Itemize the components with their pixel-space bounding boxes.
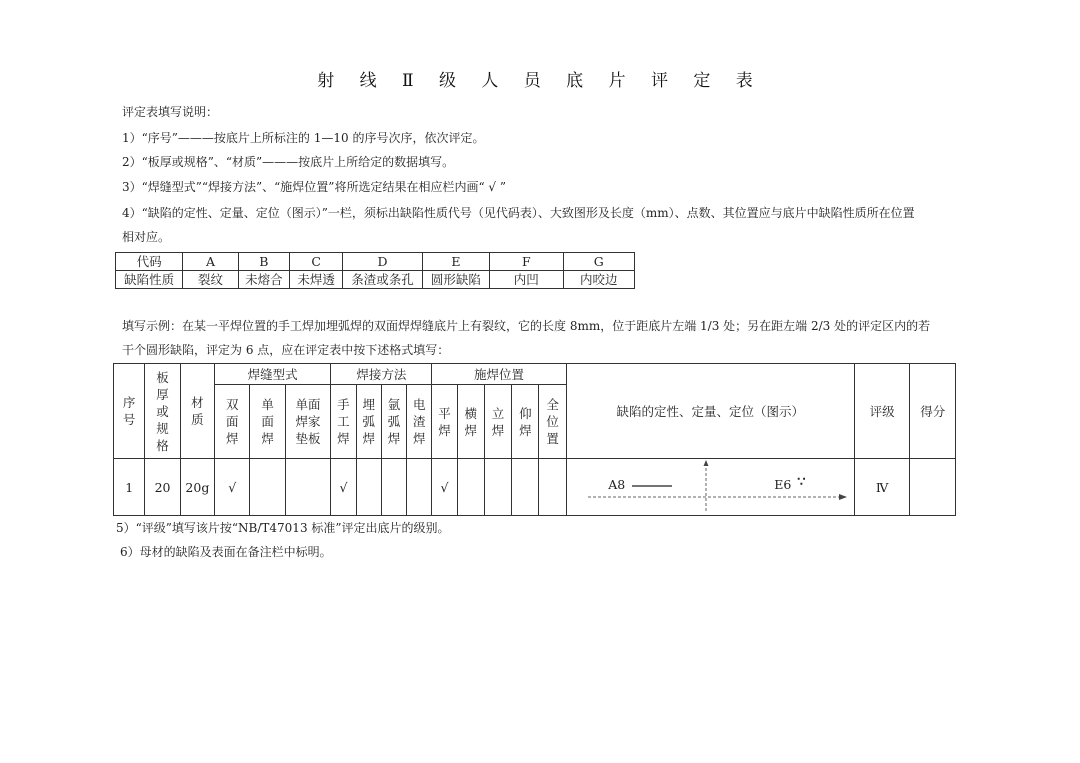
- header-text: 规: [156, 420, 169, 436]
- footer-line-5: 5）“评级”填写该片按“NB/T47013 标准”评定出底片的级别。: [116, 521, 450, 535]
- header-text: 焊: [438, 422, 451, 438]
- header-text: 号: [122, 412, 136, 427]
- defect-nature-cell: 内凹: [490, 271, 563, 289]
- cell-single-backing: [285, 459, 330, 516]
- header-defect: 缺陷的定性、定量、定位（图示）: [566, 364, 854, 459]
- defect-nature-cell: 内咬边: [563, 271, 634, 289]
- header-weld-method: 焊接方法: [331, 364, 432, 385]
- intro-line-1: 1）“序号”———按底片上所标注的 1—10 的序号次序，依次评定。: [122, 131, 485, 145]
- header-double-side: [215, 385, 250, 459]
- header-text: 序: [122, 395, 136, 410]
- header-text: 焊: [225, 431, 239, 446]
- header-text: 焊: [464, 422, 478, 438]
- header-single-backing: [285, 385, 330, 459]
- defect-nature-cell: 裂纹: [183, 271, 238, 289]
- header-overhead: [512, 385, 539, 459]
- cell-single-side: [250, 459, 285, 516]
- code-header: 代码: [116, 253, 183, 271]
- cell-overhead: [512, 459, 539, 516]
- header-text: 单面: [295, 397, 321, 412]
- code-cell: C: [289, 253, 342, 271]
- header-grade: 评级: [854, 364, 910, 459]
- intro-line-4-cont: 相对应。: [122, 230, 171, 244]
- header-manual: [331, 385, 356, 459]
- header-text: 焊: [261, 431, 274, 446]
- header-text: 板: [156, 369, 169, 385]
- header-text: 焊: [387, 431, 401, 446]
- code-cell: D: [343, 253, 422, 271]
- header-text: 焊: [412, 431, 426, 446]
- intro-line-3: 3）“焊缝型式”“焊接方法”、“施焊位置”将所选定结果在相应栏内画“ √ ”: [122, 180, 506, 194]
- code-cell: B: [238, 253, 289, 271]
- cell-manual: √: [331, 459, 356, 516]
- code-cell: F: [490, 253, 563, 271]
- evaluation-table: [113, 363, 956, 516]
- header-horizontal: [457, 385, 484, 459]
- header-flat: [432, 385, 457, 459]
- header-text: 双: [225, 397, 239, 412]
- header-submerged: [356, 385, 381, 459]
- header-text: 焊: [519, 422, 532, 438]
- header-text: 焊: [362, 431, 375, 446]
- horizontal-axis-arrow: [839, 494, 847, 500]
- intro-heading: 评定表填写说明：: [122, 105, 219, 119]
- vertical-axis-arrow: [704, 460, 709, 466]
- intro-line-2: 2）“板厚或规格”、“材质”———按底片上所给定的数据填写。: [122, 155, 455, 169]
- header-text: 或: [156, 403, 169, 419]
- cell-vertical: [484, 459, 511, 516]
- code-cell: G: [563, 253, 634, 271]
- header-text: 垫板: [295, 431, 321, 446]
- cell-flat: √: [432, 459, 457, 516]
- header-material: [180, 364, 214, 459]
- header-text: 面: [261, 414, 274, 429]
- header-text: 面: [225, 414, 239, 429]
- header-text: 质: [191, 412, 204, 427]
- cell-seq: 1: [114, 459, 145, 516]
- header-text: 渣: [412, 414, 426, 429]
- defect-label-a: A8: [608, 477, 626, 492]
- cell-score: [910, 459, 956, 516]
- header-text: 弧: [387, 414, 401, 429]
- header-text: 仰: [519, 405, 532, 421]
- code-cell: E: [422, 253, 489, 271]
- defect-label-e: E6: [774, 477, 792, 492]
- defect-nature-cell: 条渣或条孔: [343, 271, 422, 289]
- footer-line-6: 6）母材的缺陷及表面在备注栏中标明。: [120, 545, 332, 559]
- header-text: 焊家: [295, 414, 321, 429]
- cell-grade: Ⅳ: [854, 459, 910, 516]
- cell-electroslag: [407, 459, 432, 516]
- header-text: 位: [546, 414, 559, 429]
- header-text: 厚: [156, 386, 169, 402]
- header-text: 全: [546, 397, 559, 412]
- defect-nature-row: [116, 271, 635, 289]
- defect-nature-cell: 未熔合: [238, 271, 289, 289]
- header-weld-type: 焊缝型式: [215, 364, 331, 385]
- header-text: 埋: [362, 397, 375, 412]
- defect-code-table: [115, 252, 635, 289]
- cell-submerged: [356, 459, 381, 516]
- table-row: [114, 459, 956, 516]
- cell-all-position: [539, 459, 566, 516]
- header-seq: [114, 364, 145, 459]
- cell-double-side: √: [215, 459, 250, 516]
- intro-line-4: 4）“缺陷的定性、定量、定位（图示）”一栏，须标出缺陷性质代号（见代码表）、大致图形及长度（mm）、点数、其位置应与底片中缺陷性质所在位置: [122, 206, 915, 220]
- header-text: 氩: [387, 397, 401, 412]
- header-single-side: [250, 385, 285, 459]
- header-text: 弧: [362, 414, 375, 429]
- header-text: 手: [337, 397, 350, 412]
- header-text: 焊: [491, 422, 505, 438]
- defect-nature-cell: 圆形缺陷: [422, 271, 489, 289]
- header-text: 平: [438, 405, 451, 421]
- code-cell: A: [183, 253, 238, 271]
- example-line-1: 填写示例：在某一平焊位置的手工焊加埋弧焊的双面焊焊缝底片上有裂纹，它的长度 8mm，位于距底片左端 1/3 处；另在距左端 2/3 处的评定区内的若: [122, 319, 931, 333]
- defect-nature-cell: 未焊透: [289, 271, 342, 289]
- cell-argon: [381, 459, 406, 516]
- cell-defect-diagram: [566, 459, 854, 516]
- header-text: 置: [546, 431, 559, 446]
- header-text: 格: [156, 437, 169, 453]
- header-weld-position: 施焊位置: [432, 364, 566, 385]
- header-text: 立: [491, 405, 505, 421]
- header-text: 材: [191, 395, 204, 410]
- defect-diagram: [568, 459, 852, 515]
- header-score: 得分: [910, 364, 956, 459]
- header-thickness: [145, 364, 180, 459]
- page-title: 射 线 Ⅱ 级 人 员 底 片 评 定 表: [317, 71, 763, 91]
- round-defect-dots-icon: ∵: [797, 475, 806, 490]
- header-argon: [381, 385, 406, 459]
- cell-horizontal: [457, 459, 484, 516]
- header-vertical: [484, 385, 511, 459]
- code-row: [116, 253, 635, 271]
- example-line-2: 干个圆形缺陷，评定为 6 点，应在评定表中按下述格式填写：: [122, 343, 450, 357]
- header-text: 单: [261, 397, 274, 412]
- header-text: 横: [464, 405, 478, 421]
- header-all-position: [539, 385, 566, 459]
- header-text: 焊: [337, 431, 350, 446]
- cell-thickness: 20: [145, 459, 180, 516]
- header-text: 工: [337, 414, 350, 429]
- cell-material: 20g: [180, 459, 214, 516]
- header-electroslag: [407, 385, 432, 459]
- defect-nature-header: 缺陷性质: [116, 271, 183, 289]
- header-text: 电: [412, 397, 426, 412]
